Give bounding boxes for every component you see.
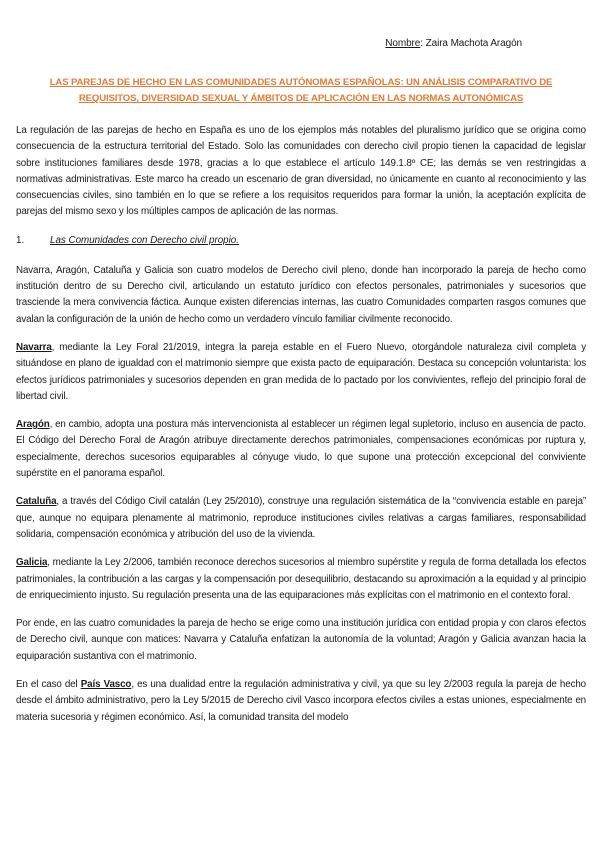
author-name: : Zaira Machota Aragón xyxy=(420,38,522,49)
author-line xyxy=(16,38,522,49)
aragon-text: , en cambio, adopta una postura más intervencionista al establecer un régimen legal supletorio, incluso en ausencia de pacto. El Código del Derecho Foral de Aragón atribuye directamente derechos patrimoniales, compensaciones económicas por ruptura y, especialmente, derechos sucesorios equiparables al cónyuge viudo, lo que supone una protección excepcional del conviviente supérstite en el panorama español. xyxy=(16,419,586,480)
galicia-paragraph xyxy=(16,555,586,604)
conclusion-paragraph: Por ende, en las cuatro comunidades la pareja de hecho se erige como una institución jurídica con entidad propia y con claros efectos de Derecho civil, aunque con matices: Navarra y Cataluña enfatizan la autonomía de la voluntad; Aragón y Galicia avanzan hacia la equiparación sustantiva con el matrimonio. xyxy=(16,618,586,662)
document-title: LAS PAREJAS DE HECHO EN LAS COMUNIDADES AUTÓNOMAS ESPAÑOLAS: UN ANÁLISIS COMPARATIVO DE REQUISITOS, DIVERSIDAD SEXUAL Y ÁMBITOS DE APLICACIÓN EN LAS NORMAS AUTONÓMICAS xyxy=(49,77,553,104)
cataluna-text: , a través del Código Civil catalán (Ley 25/2010), construye una regulación sistemática de la “convivencia estable en pareja” que, aunque no equipara plenamente al matrimonio, reproduce instituciones civiles relativas a cargas familiares, responsabilidad solidaria, compensación económica y atribución del uso de la vivienda. xyxy=(16,496,586,540)
navarra-text: , mediante la Ley Foral 21/2019, integra la pareja estable en el Fuero Nuevo, otorgándole naturaleza civil completa y situándose en plano de igualdad con el matrimonio siempre que exista pacto de equiparación. Destaca su concepción voluntarista: los efectos jurídicos patrimoniales y sucesorios dependen en gran medida de lo pactado por los convivientes, reflejo del principio foral de libertad civil. xyxy=(16,341,586,402)
cataluna-paragraph xyxy=(16,494,586,543)
pais-vasco-prefix: En el caso del xyxy=(16,679,81,691)
pais-vasco-text: , es una dualidad entre la regulación administrativa y civil, ya que su ley 2/2003 regula la pareja de hecho desde el ámbito administrativo, pero la Ley 5/2015 de Derecho civil Vasco incorpora efectos civiles a estas uniones, especialmente en materia sucesoria y régimen económico. Así, la comunidad transita del modelo xyxy=(16,679,587,723)
aragon-term: Aragón xyxy=(16,419,50,431)
author-label: Nombre xyxy=(385,38,421,49)
galicia-text: , mediante la Ley 2/2006, también reconoce derechos sucesorios al miembro supérstite y regula de forma detallada los efectos patrimoniales, la contribución a las cargas y la compensación por desequilibrio, destacando su aproximación a la equidad y al principio de enriquecimiento injusto. Su regulación presenta una de las equiparaciones más explícitas con el matrimonio en el contexto foral. xyxy=(16,557,586,601)
section-title: Las Comunidades con Derecho civil propio. xyxy=(50,234,239,246)
section-heading xyxy=(16,233,586,249)
aragon-paragraph xyxy=(16,417,586,482)
navarra-term: Navarra xyxy=(16,341,52,353)
galicia-term: Galicia xyxy=(16,557,48,569)
navarra-paragraph xyxy=(16,340,586,405)
intro-paragraph: La regulación de las parejas de hecho en España es uno de los ejemplos más notables del pluralismo jurídico que se origina como consecuencia de la estructura territorial del Estado. Solo las comunidades con derecho civil propio tienen la capacidad de legislar sobre instituciones familiares desde 1978, gracias a lo que establece el artículo 149.1.8º CE; las demás se ven restringidas a normativas administrativas. Este marco ha creado un escenario de gran diversidad, no únicamente en cuanto al reconocimiento y las consecuencias civiles, sino también en lo que se refiere a los requisitos requeridos para formar la unión, la aceptación explícita de parejas del mismo sexo y los múltiples campos de aplicación de las normas. xyxy=(16,125,586,218)
section-number: 1. xyxy=(16,234,25,246)
pais-vasco-paragraph xyxy=(16,677,586,726)
cataluna-term: Cataluña xyxy=(16,496,57,508)
pais-vasco-term: País Vasco xyxy=(80,679,132,691)
overview-paragraph: Navarra, Aragón, Cataluña y Galicia son cuatro modelos de Derecho civil pleno, donde han incorporado la pareja de hecho como institución dentro de su Derecho civil, articulando un estatuto jurídico con efectos personales, patrimoniales y sucesorios que trasciende la mera convivencia fáctica. Aunque existen diferencias internas, las cuatro Comunidades comparten rasgos comunes que avalan la configuración de la unión de hecho como un verdadero vínculo familiar civilmente reconocido. xyxy=(16,264,586,325)
